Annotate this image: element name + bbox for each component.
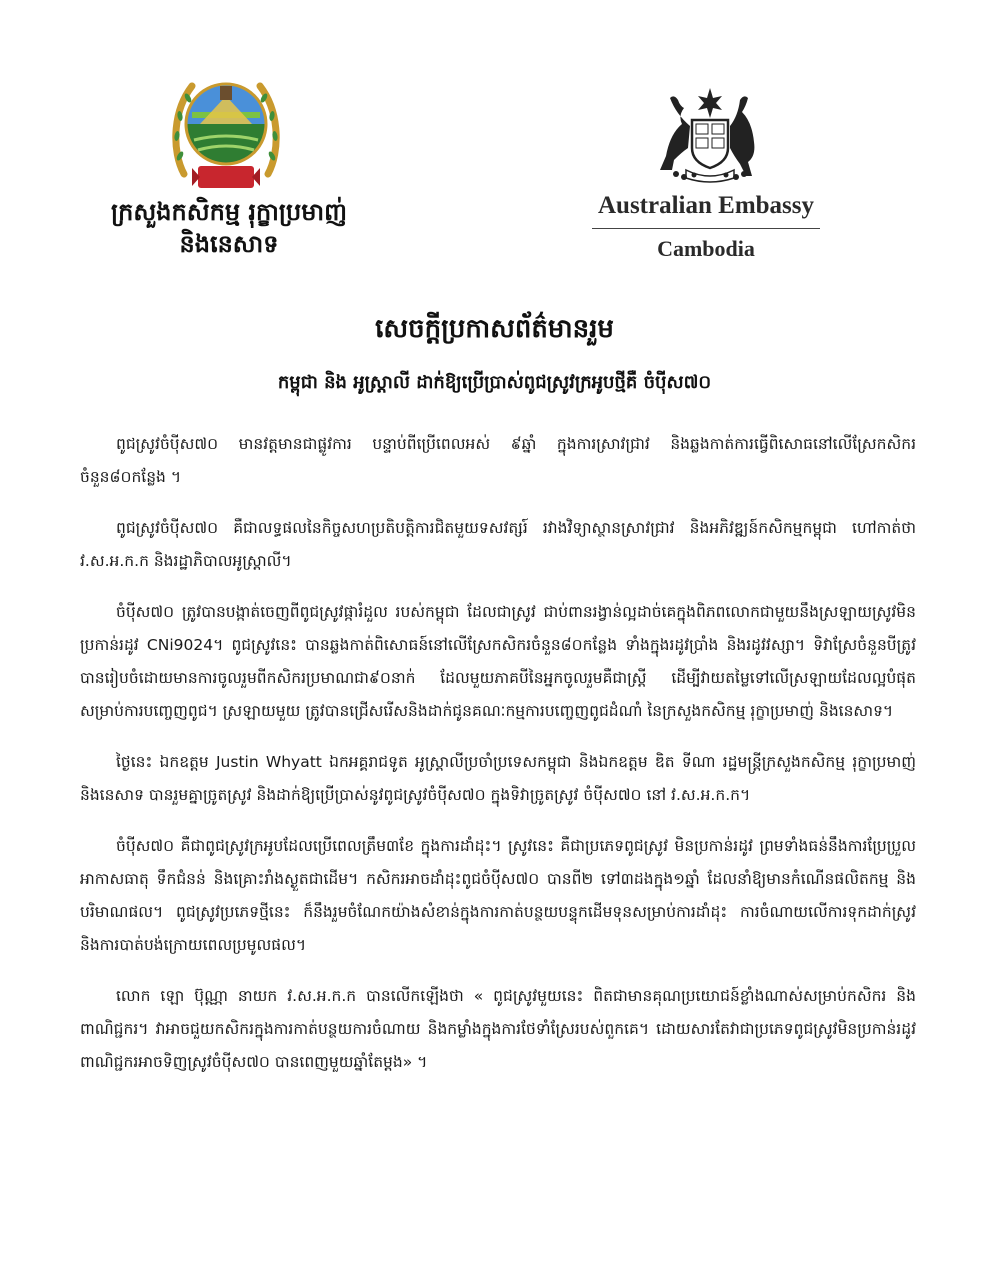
ministry-logo: [170, 66, 282, 194]
ministry-name-line2: និងនេសាទ: [179, 230, 279, 258]
paragraph-4: ថ្ងៃនេះ ឯកឧត្តម Justin Whyatt ឯកអគ្គរាជទូត អូស្ត្រាលីប្រចាំប្រទេសកម្ពុជា និងឯកឧត្តម ឌិត ទីណា រដ្ឋមន្ត្រីក្រសួងកសិកម្ម រុក្ខាប្រមាញ់ និងនេសាទ បានរួមគ្នាច្រូតស្រូវ និងដាក់ឱ្យប្រើប្រាស់នូវពូជស្រូវចំប៉ីស៧០ ក្នុងទិវាច្រូតស្រូវ ចំប៉ីស៧០ នៅ វ.ស.អ.ក.ក។: [80, 753, 916, 804]
paragraph-2: ពូជស្រូវចំប៉ីស៧០ គឺជាលទ្ធផលនៃកិច្ចសហប្រតិបត្តិការជិតមួយទសវត្សរ៍ រវាងវិទ្យាស្ថានស្រាវជ្រាវ និងអភិវឌ្ឍន៍កសិកម្មកម្ពុជា ហៅកាត់ថា វ.ស.អ.ក.ក និងរដ្ឋាភិបាលអូស្ត្រាលី។: [80, 519, 916, 570]
paragraph-6: លោក ឡោ ប៊ុណ្ណា នាយក វ.ស.អ.ក.ក បានលើកឡើងថា « ពូជស្រូវមួយនេះ ពិតជាមានគុណប្រយោជន៍ខ្លាំងណាស់សម្រាប់កសិករ និងពាណិជ្ជករ។ វាអាចជួយកសិករក្នុងការកាត់បន្ថយការចំណាយ និងកម្លាំងក្នុងការថែទាំស្រែរបស់ពួកគេ។ ដោយសារតែវាជាប្រភេទពូជស្រូវមិនប្រកាន់រដូវ ពាណិជ្ជករអាចទិញស្រូវចំប៉ីស៧០ បានពេញមួយឆ្នាំតែម្តង» ។: [80, 987, 916, 1071]
australian-crest: [630, 86, 790, 186]
paragraph-5: ចំប៉ីស៧០ គឺជាពូជស្រូវក្រអូបដែលប្រើពេលត្រឹម៣ខែ ក្នុងការដាំដុះ។ ស្រូវនេះ គឺជាប្រភេទពូជស្រូវ មិនប្រកាន់រដូវ ព្រមទាំងធន់នឹងការប្រែប្រួលអាកាសធាតុ ទឹកជំនន់ និងគ្រោះរាំងស្ងួតជាដើម។ កសិករអាចដាំដុះពូជចំប៉ីស៧០ បានពី២ ទៅ៣ដងក្នុង១ឆ្នាំ ដែលនាំឱ្យមានកំណើនផលិតកម្ម និងបរិមាណផល។ ពូជស្រូវប្រភេទថ្មីនេះ ក៏នឹងរួមចំណែកយ៉ាងសំខាន់ក្នុងការកាត់បន្ថយបន្ទុកដើមទុនសម្រាប់ការដាំដុះ ការចំណាយលើការទុកដាក់ស្រូវ និងការបាត់បង់ក្រោយពេលប្រមូលផល។: [80, 837, 916, 954]
embassy-title: Australian Embassy: [597, 192, 814, 219]
ministry-emblem-icon: [170, 66, 282, 194]
embassy-divider: [592, 228, 820, 229]
embassy-subtitle: Cambodia: [657, 236, 755, 261]
ministry-name: [84, 196, 374, 260]
paragraph-3: ចំប៉ីស៧០ ត្រូវបានបង្កាត់ចេញពីពូជស្រូវផ្ការំដួល របស់កម្ពុជា ដែលជាស្រូវ ជាប់ពានរង្វាន់ល្អដាច់គេក្នុងពិភពលោកជាមួយនឹងស្រឡាយស្រូវមិនប្រកាន់រដូវ CNi9024។ ពូជស្រូវនេះ បានឆ្លងកាត់ពិសោធន៍នៅលើស្រែកសិករចំនួន៨០កន្លែង ទាំងក្នុងរដូវប្រាំង និងរដូវវស្សា។ ទិវាស្រែចំនួនបីត្រូវបានរៀបចំដោយមានការចូលរួមពីកសិករប្រមាណជា៩០នាក់ ដែលមួយភាគបីនៃអ្នកចូលរួមគឺជាស្ត្រី ដើម្បីវាយតម្លៃទៅលើស្រឡាយដែលល្អបំផុតសម្រាប់ការបញ្ចេញពូជ។ ស្រឡាយមួយ ត្រូវបានជ្រើសរើសនិងដាក់ជូនគណៈកម្មការបញ្ចេញពូជដំណាំ នៃក្រសួងកសិកម្ម រុក្ខាប្រមាញ់ និងនេសាទ។: [80, 603, 916, 720]
paragraph-1: ពូជស្រូវចំប៉ីស៧០ មានវត្តមានជាផ្លូវការ បន្ទាប់ពីប្រើពេលអស់ ៩ឆ្នាំ ក្នុងការស្រាវជ្រាវ និងឆ្លងកាត់ការធ្វើពិសោធនៅលើស្រែកសិករ ចំនួន៨០កន្លែង ។: [80, 435, 916, 486]
document-title: សេចក្តីប្រកាសព័ត៌មានរួម: [375, 314, 614, 344]
document-body: [80, 428, 916, 1097]
document-subtitle: កម្ពុជា និង អូស្ត្រាលី ដាក់ឱ្យប្រើប្រាស់ពូជស្រូវក្រអូបថ្មីគឺ ចំប៉ីស៧០: [277, 372, 712, 393]
ministry-name-line1: ក្រសួងកសិកម្ម រុក្ខាប្រមាញ់: [111, 198, 347, 226]
australian-coat-of-arms-icon: [630, 86, 790, 186]
